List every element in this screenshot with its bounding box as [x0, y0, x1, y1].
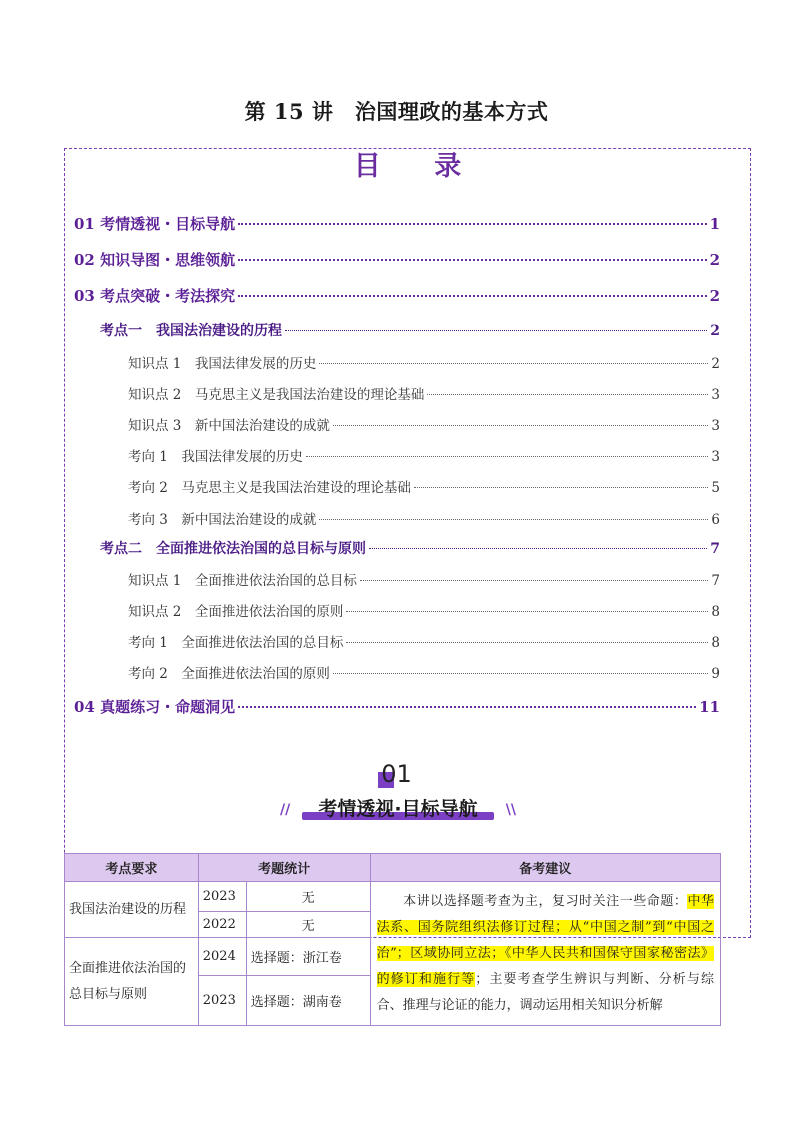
stat-cell: 选择题：湖南卷 [246, 976, 370, 1026]
slash-decoration-icon: // [280, 802, 291, 818]
toc-entry[interactable]: 知识点 3 新中国法治建设的成就 3 [128, 418, 720, 434]
toc-entry[interactable]: 考点一 我国法治建设的历程 2 [100, 323, 720, 339]
highlighted-topics: 中华法系、国务院组织法修订过程；从“中国之制”到“中国之治”；区域协同立法；《中华人民共和国保守国家秘密法》的修订和施行等 [376, 893, 714, 987]
year-cell: 2023 [198, 882, 246, 912]
stat-cell: 选择题：浙江卷 [246, 938, 370, 976]
section-number: 01 [0, 760, 793, 788]
slash-decoration-icon: \\ [505, 802, 516, 818]
toc-entry[interactable]: 01 考情透视・目标导航 1 [74, 215, 720, 233]
year-cell: 2022 [198, 912, 246, 938]
toc-entry[interactable]: 考向 2 全面推进依法治国的原则 9 [128, 666, 720, 682]
toc-entry[interactable]: 知识点 2 马克思主义是我国法治建设的理论基础 3 [128, 387, 720, 403]
toc-entry[interactable]: 04 真题练习・命题洞见 11 [74, 698, 720, 716]
section-title: 考情透视·目标导航 [318, 798, 478, 820]
toc-entry[interactable]: 知识点 2 全面推进依法治国的原则 8 [128, 604, 720, 620]
toc-entry[interactable]: 考点二 全面推进依法治国的总目标与原则 7 [100, 541, 720, 557]
column-header: 备考建议 [370, 854, 720, 882]
advice-cell: 本讲以选择题考查为主，复习时关注一些命题：中华法系、国务院组织法修订过程；从“中国之制”到“中国之治”；区域协同立法；《中华人民共和国保守国家秘密法》的修订和施行等；主要考查学生辨识与判断、分析与综合、推理与论证的能力，调动运用相关知识分析解 [370, 882, 720, 1026]
toc-entry[interactable]: 考向 1 我国法律发展的历史 3 [128, 449, 720, 465]
toc-entry[interactable]: 考向 3 新中国法治建设的成就 6 [128, 512, 720, 528]
stat-cell: 无 [246, 912, 370, 938]
section-banner [280, 792, 516, 826]
exam-overview-table [64, 853, 721, 1026]
toc-entry[interactable]: 03 考点突破・考法探究 2 [74, 287, 720, 305]
toc-entry[interactable]: 知识点 1 全面推进依法治国的总目标 7 [128, 573, 720, 589]
toc-entry[interactable]: 考向 1 全面推进依法治国的总目标 8 [128, 635, 720, 651]
column-header: 考题统计 [198, 854, 370, 882]
stat-cell: 无 [246, 882, 370, 912]
table-row [65, 882, 721, 912]
requirement-cell: 全面推进依法治国的总目标与原则 [65, 938, 199, 1026]
requirement-cell: 我国法治建设的历程 [65, 882, 199, 938]
column-header: 考点要求 [65, 854, 199, 882]
toc-heading: 目 录 [353, 151, 484, 182]
year-cell: 2024 [198, 938, 246, 976]
toc-entry[interactable]: 知识点 1 我国法律发展的历史 2 [128, 356, 720, 372]
page-title: 第 15 讲 治国理政的基本方式 [244, 99, 549, 124]
year-cell: 2023 [198, 976, 246, 1026]
toc-entry[interactable]: 考向 2 马克思主义是我国法治建设的理论基础 5 [128, 480, 720, 496]
toc-entry[interactable]: 02 知识导图・思维领航 2 [74, 251, 720, 269]
table-header-row [65, 854, 721, 882]
